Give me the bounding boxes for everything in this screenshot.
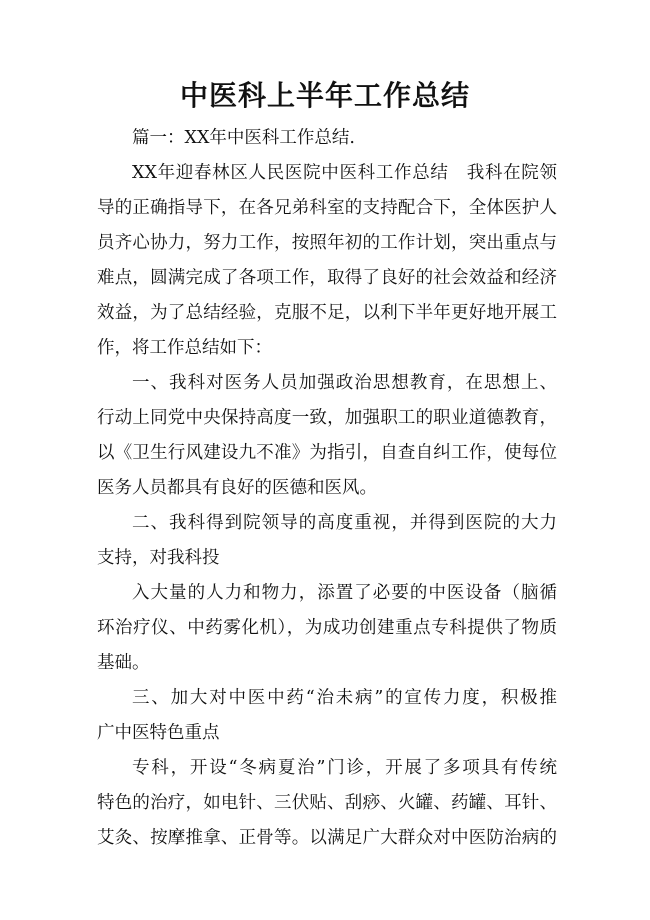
text-line: 导的正确指导下，在各兄弟科室的支持配合下，全体医护人 [97,198,557,218]
text-line: 难点，圆满完成了各项工作，取得了良好的社会效益和经济 [97,268,557,288]
text-line: 作，将工作总结如下： [97,338,272,358]
text-line: 以《卫生行风建设九不准》为指引，自查自纠工作，使每位 [97,443,557,463]
text-line: 三、加大对中医中药“治未病”的宣传力度，积极推 [132,688,557,708]
document-title: 中医科上半年工作总结 [179,79,470,112]
text-line: 员齐心协力，努力工作，按照年初的工作计划，突出重点与 [97,233,557,253]
text-line: 二、我科得到院领导的高度重视，并得到医院的大力 [132,513,557,533]
text-line: XX年迎春林区人民医院中医科工作总结 我科在院领 [132,163,557,183]
text-line: 一、我科对医务人员加强政治思想教育，在思想上、 [132,373,557,393]
text-line: 艾灸、按摩推拿、正骨等。以满足广大群众对中医防治病的 [97,828,557,848]
text-line: 入大量的人力和物力，添置了必要的中医设备（脑循 [132,583,557,603]
text-line: 医务人员都具有良好的医德和医风。 [97,478,377,498]
text-line: 行动上同党中央保持高度一致，加强职工的职业道德教育， [97,408,557,428]
text-line: 基础。 [97,653,150,673]
text-line: 篇一：XX年中医科工作总结. [132,128,355,148]
text-line: 支持，对我科投 [97,548,220,568]
text-line: 环治疗仪、中药雾化机），为成功创建重点专科提供了物质 [97,618,557,638]
text-line: 广中医特色重点 [97,723,220,743]
text-line: 效益，为了总结经验，克服不足，以利下半年更好地开展工 [97,303,557,323]
text-line: 专科，开设“冬病夏治”门诊，开展了多项具有传统 [132,758,557,778]
text-line: 特色的治疗，如电针、三伏贴、刮痧、火罐、药罐、耳针、 [97,793,557,813]
